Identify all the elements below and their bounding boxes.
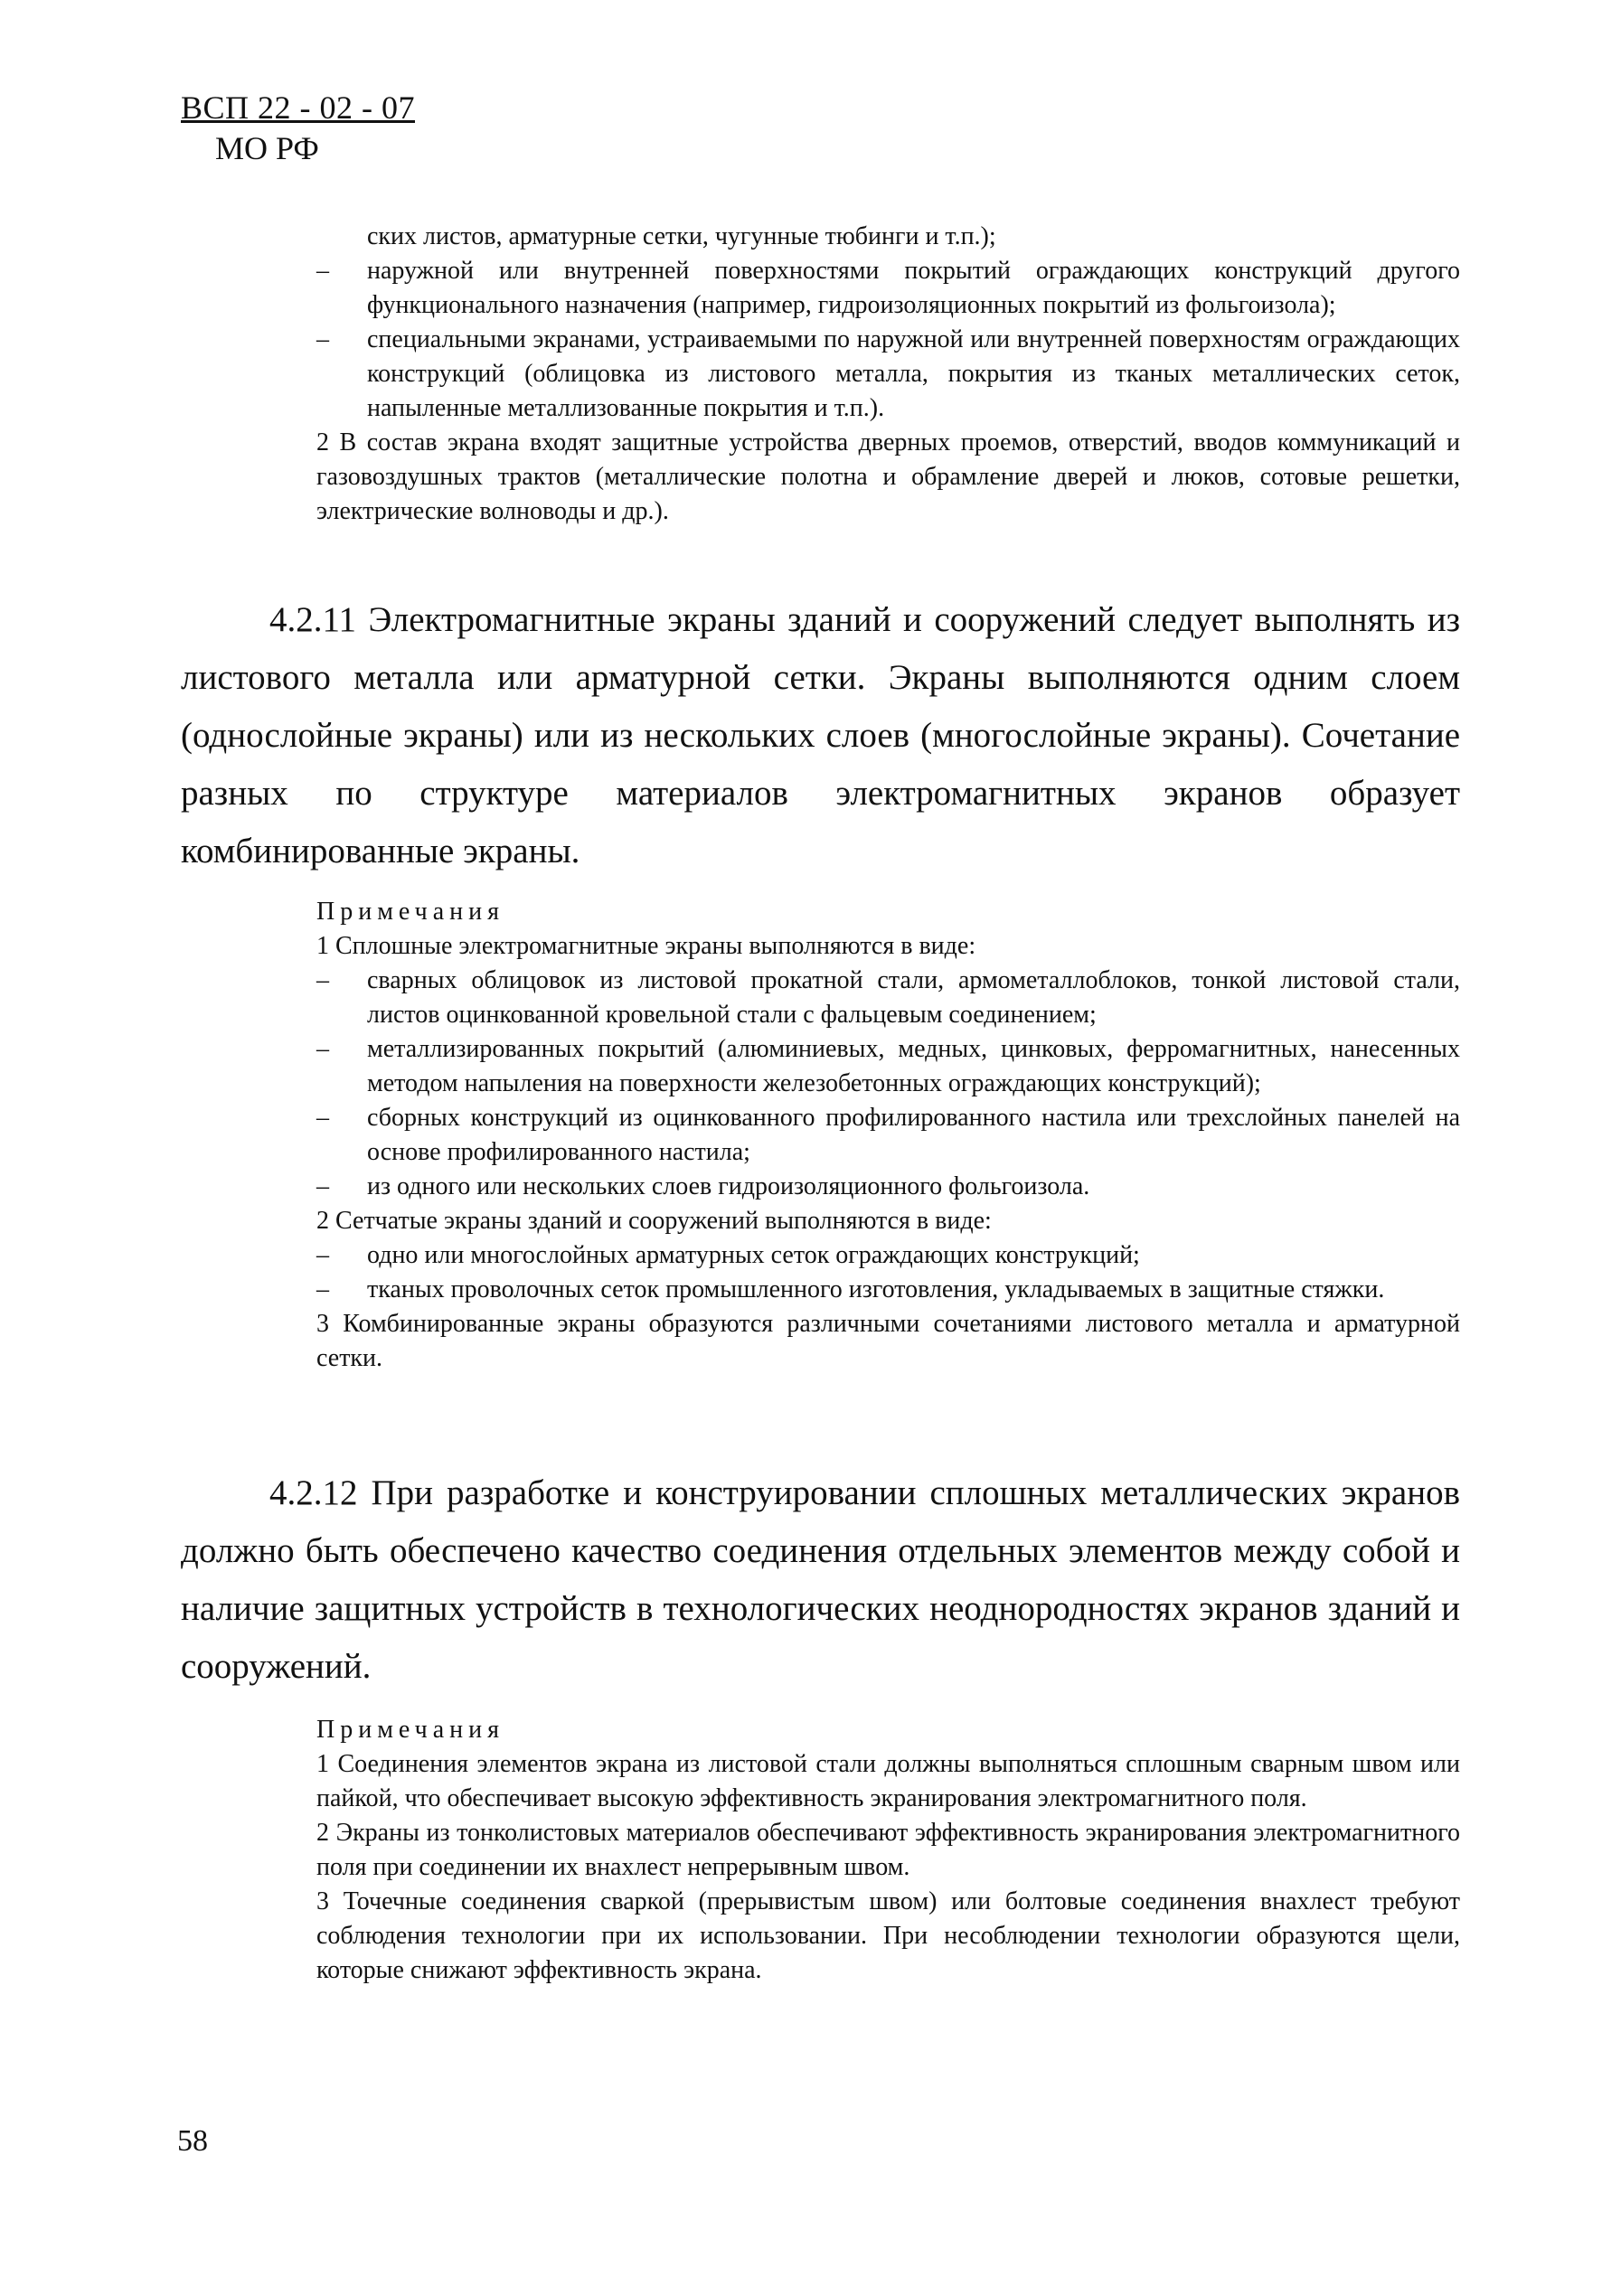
section-4-2-12 xyxy=(181,1464,1460,1696)
notes-title: Примечания xyxy=(316,1716,505,1744)
document-code: ВСП 22 - 02 - 07 xyxy=(181,89,415,126)
note-paragraph: 2 Экраны из тонколистовых материалов обеспечивают эффективность экранирования электромагнитного поля при соединении их внахлест непрерывным швом. xyxy=(316,1819,1460,1881)
list-item: – металлизированных покрытий (алюминиевых, медных, цинковых, ферромагнитных, нанесенных методом напыления на поверхности железобетонных ограждающих конструкций); xyxy=(316,1032,1460,1101)
document-header xyxy=(181,87,452,168)
list-item: – сварных облицовок из листовой прокатной стали, армометаллоблоков, тонкой листовой стали, листов оцинкованной кровельной стали с фальцевым соединением; xyxy=(316,964,1460,1032)
page-number: 58 xyxy=(177,2124,208,2158)
top-notes-block xyxy=(316,220,1460,529)
list-item: – тканых проволочных сеток промышленного изготовления, укладываемых в защитные стяжки. xyxy=(316,1273,1460,1307)
organization-label: МО РФ xyxy=(215,130,319,166)
list-item: – сборных конструкций из оцинкованного профилированного настила или трехслойных панелей на основе профилированного настила; xyxy=(316,1101,1460,1170)
notes-title: Примечания xyxy=(316,898,505,926)
list-item: – из одного или нескольких слоев гидроизоляционного фольгоизола. xyxy=(316,1170,1460,1204)
note-paragraph: 3 Комбинированные экраны образуются различными сочетаниями листового металла и арматурной сетки. xyxy=(316,1310,1460,1372)
list-item: – одно или многослойных арматурных сеток ограждающих конструкций; xyxy=(316,1238,1460,1273)
section-4-2-12-notes xyxy=(316,1713,1460,1988)
note-paragraph: 3 Точечные соединения сваркой (прерывистым швом) или болтовые соединения внахлест требуют соблюдения технологии при их использовании. При несоблюдении технологии образуются щели, которые снижают эффективность экрана. xyxy=(316,1887,1460,1984)
section-4-2-11 xyxy=(181,591,1460,880)
note-paragraph: 1 Соединения элементов экрана из листовой стали должны выполняться сплошным сварным швом или пайкой, что обеспечивает высокую эффективность экранирования электромагнитного поля. xyxy=(316,1750,1460,1812)
note-heading: 1 Сплошные электромагнитные экраны выполняются в виде: xyxy=(316,932,976,960)
continuation-line: ских листов, арматурные сетки, чугунные тюбинги и т.п.); xyxy=(367,222,996,250)
list-item: – наружной или внутренней поверхностями покрытий ограждающих конструкций другого функционального назначения (например, гидроизоляционных покрытий из фольгоизола); xyxy=(316,254,1460,323)
list-item: – специальными экранами, устраиваемыми по наружной или внутренней поверхностям ограждающих конструкций (облицовка из листового металла, покрытия из тканых металлических сеток, напыленные металлизованные покрытия и т.п.). xyxy=(316,323,1460,426)
section-paragraph: 4.2.11 Электромагнитные экраны зданий и сооружений следует выполнять из листового металла или арматурной сетки. Экраны выполняются одним слоем (однослойные экраны) или из нескольких слоев (многослойные экраны). Сочетание разных по структуре материалов электромагнитных экранов образует комбинированные экраны. xyxy=(181,600,1460,870)
section-4-2-11-notes xyxy=(316,895,1460,1376)
section-paragraph: 4.2.12 При разработке и конструировании сплошных металлических экранов должно быть обеспечено качество соединения отдельных элементов между собой и наличие защитных устройств в технологических неоднородностях экранов зданий и сооружений. xyxy=(181,1473,1460,1686)
note-paragraph: 2 В состав экрана входят защитные устройства дверных проемов, отверстий, вводов коммуникаций и газовоздушных трактов (металлические полотна и обрамление дверей и люков, сотовые решетки, электрические волноводы и др.). xyxy=(316,428,1460,525)
note-heading: 2 Сетчатые экраны зданий и сооружений выполняются в виде: xyxy=(316,1207,992,1235)
